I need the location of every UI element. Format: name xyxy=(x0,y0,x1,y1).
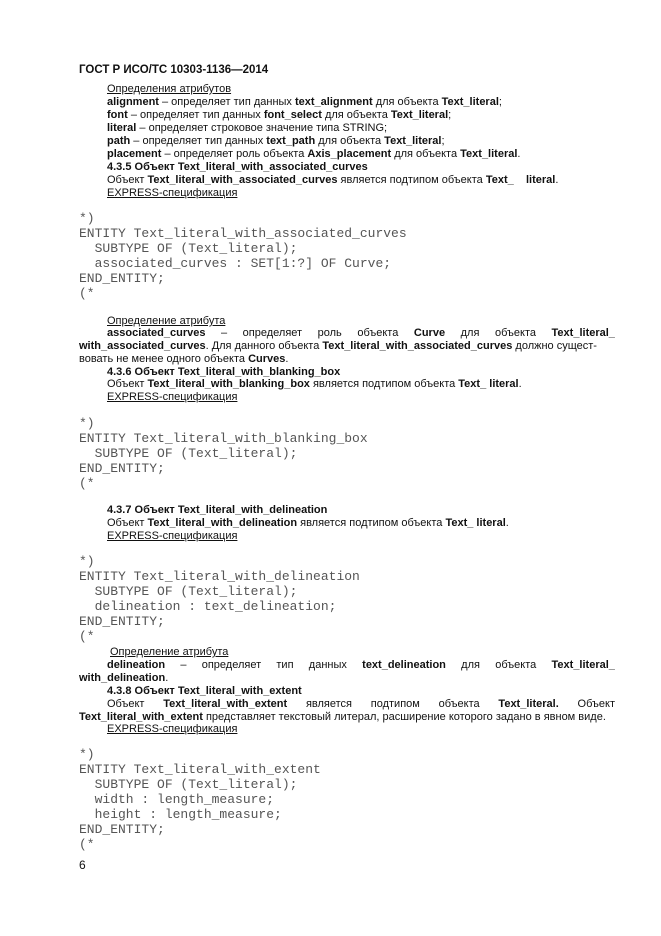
attribute-heading: Определение атрибута xyxy=(110,646,229,658)
section-heading-4-3-6: 4.3.6 Объект Text_literal_with_blanking_box xyxy=(107,366,341,378)
express-code-block: *) ENTITY Text_literal_with_associated_curves SUBTYPE OF (Text_literal); associated_curves : SET[1:?] OF Curve; END_ENTITY; (* xyxy=(79,211,407,301)
express-spec-label: EXPRESS-спецификация xyxy=(107,187,238,199)
express-code-block: *) ENTITY Text_literal_with_blanking_box SUBTYPE OF (Text_literal); END_ENTITY; (* xyxy=(79,416,368,491)
attribute-definition-cont: вовать не менее одного объекта Curves. xyxy=(79,353,289,365)
express-spec-label: EXPRESS-спецификация xyxy=(107,530,238,542)
attributes-heading: Определения атрибутов xyxy=(107,83,232,95)
section-heading-4-3-7: 4.3.7 Объект Text_literal_with_delineation xyxy=(107,504,328,516)
section-description: Объект Text_literal_with_extent является подтипом объекта Text_literal. Объект xyxy=(107,698,615,710)
attribute-definition-cont: with_delineation. xyxy=(79,672,169,684)
section-description: Объект Text_literal_with_delineation является подтипом объекта Text_ literal. xyxy=(107,517,509,529)
attribute-definition: placement – определяет роль объекта Axis_placement для объекта Text_literal. xyxy=(107,148,521,160)
section-heading-4-3-8: 4.3.8 Объект Text_literal_with_extent xyxy=(107,685,302,697)
express-code-block: *) ENTITY Text_literal_with_delineation SUBTYPE OF (Text_literal); delineation : text_delineation; END_ENTITY; (* xyxy=(79,554,360,644)
express-spec-label: EXPRESS-спецификация xyxy=(107,391,238,403)
attribute-definition: alignment – определяет тип данных text_alignment для объекта Text_literal; xyxy=(107,96,502,108)
document-header: ГОСТ Р ИСО/ТС 10303-1136—2014 xyxy=(79,64,269,76)
attribute-definition: font – определяет тип данных font_select для объекта Text_literal; xyxy=(107,109,452,121)
attribute-definition: associated_curves – определяет роль объекта Curve для объекта Text_literal_ xyxy=(107,327,615,339)
section-description: Объект Text_literal_with_blanking_box является подтипом объекта Text_ literal. xyxy=(107,378,522,390)
section-description: Объект Text_literal_with_associated_curves является подтипом объекта Text_ literal. xyxy=(107,174,559,186)
attribute-definition: path – определяет тип данных text_path для объекта Text_literal; xyxy=(107,135,445,147)
section-description-cont: Text_literal_with_extent представляет текстовый литерал, расширение которого задано в явном виде. xyxy=(79,711,606,723)
express-code-block: *) ENTITY Text_literal_with_extent SUBTYPE OF (Text_literal); width : length_measure; height : length_measure; END_ENTITY; (* xyxy=(79,747,321,852)
attribute-heading: Определение атрибута xyxy=(107,315,226,327)
attribute-definition: delineation – определяет тип данных text_delineation для объекта Text_literal_ xyxy=(107,659,615,671)
attribute-definition-cont: with_associated_curves. Для данного объекта Text_literal_with_associated_curves должно сущест- xyxy=(79,340,597,352)
section-heading-4-3-5: 4.3.5 Объект Text_literal_with_associated_curves xyxy=(107,161,368,173)
page-number: 6 xyxy=(79,858,86,872)
express-spec-label: EXPRESS-спецификация xyxy=(107,723,238,735)
attribute-definition: literal – определяет строковое значение типа STRING; xyxy=(107,122,388,134)
